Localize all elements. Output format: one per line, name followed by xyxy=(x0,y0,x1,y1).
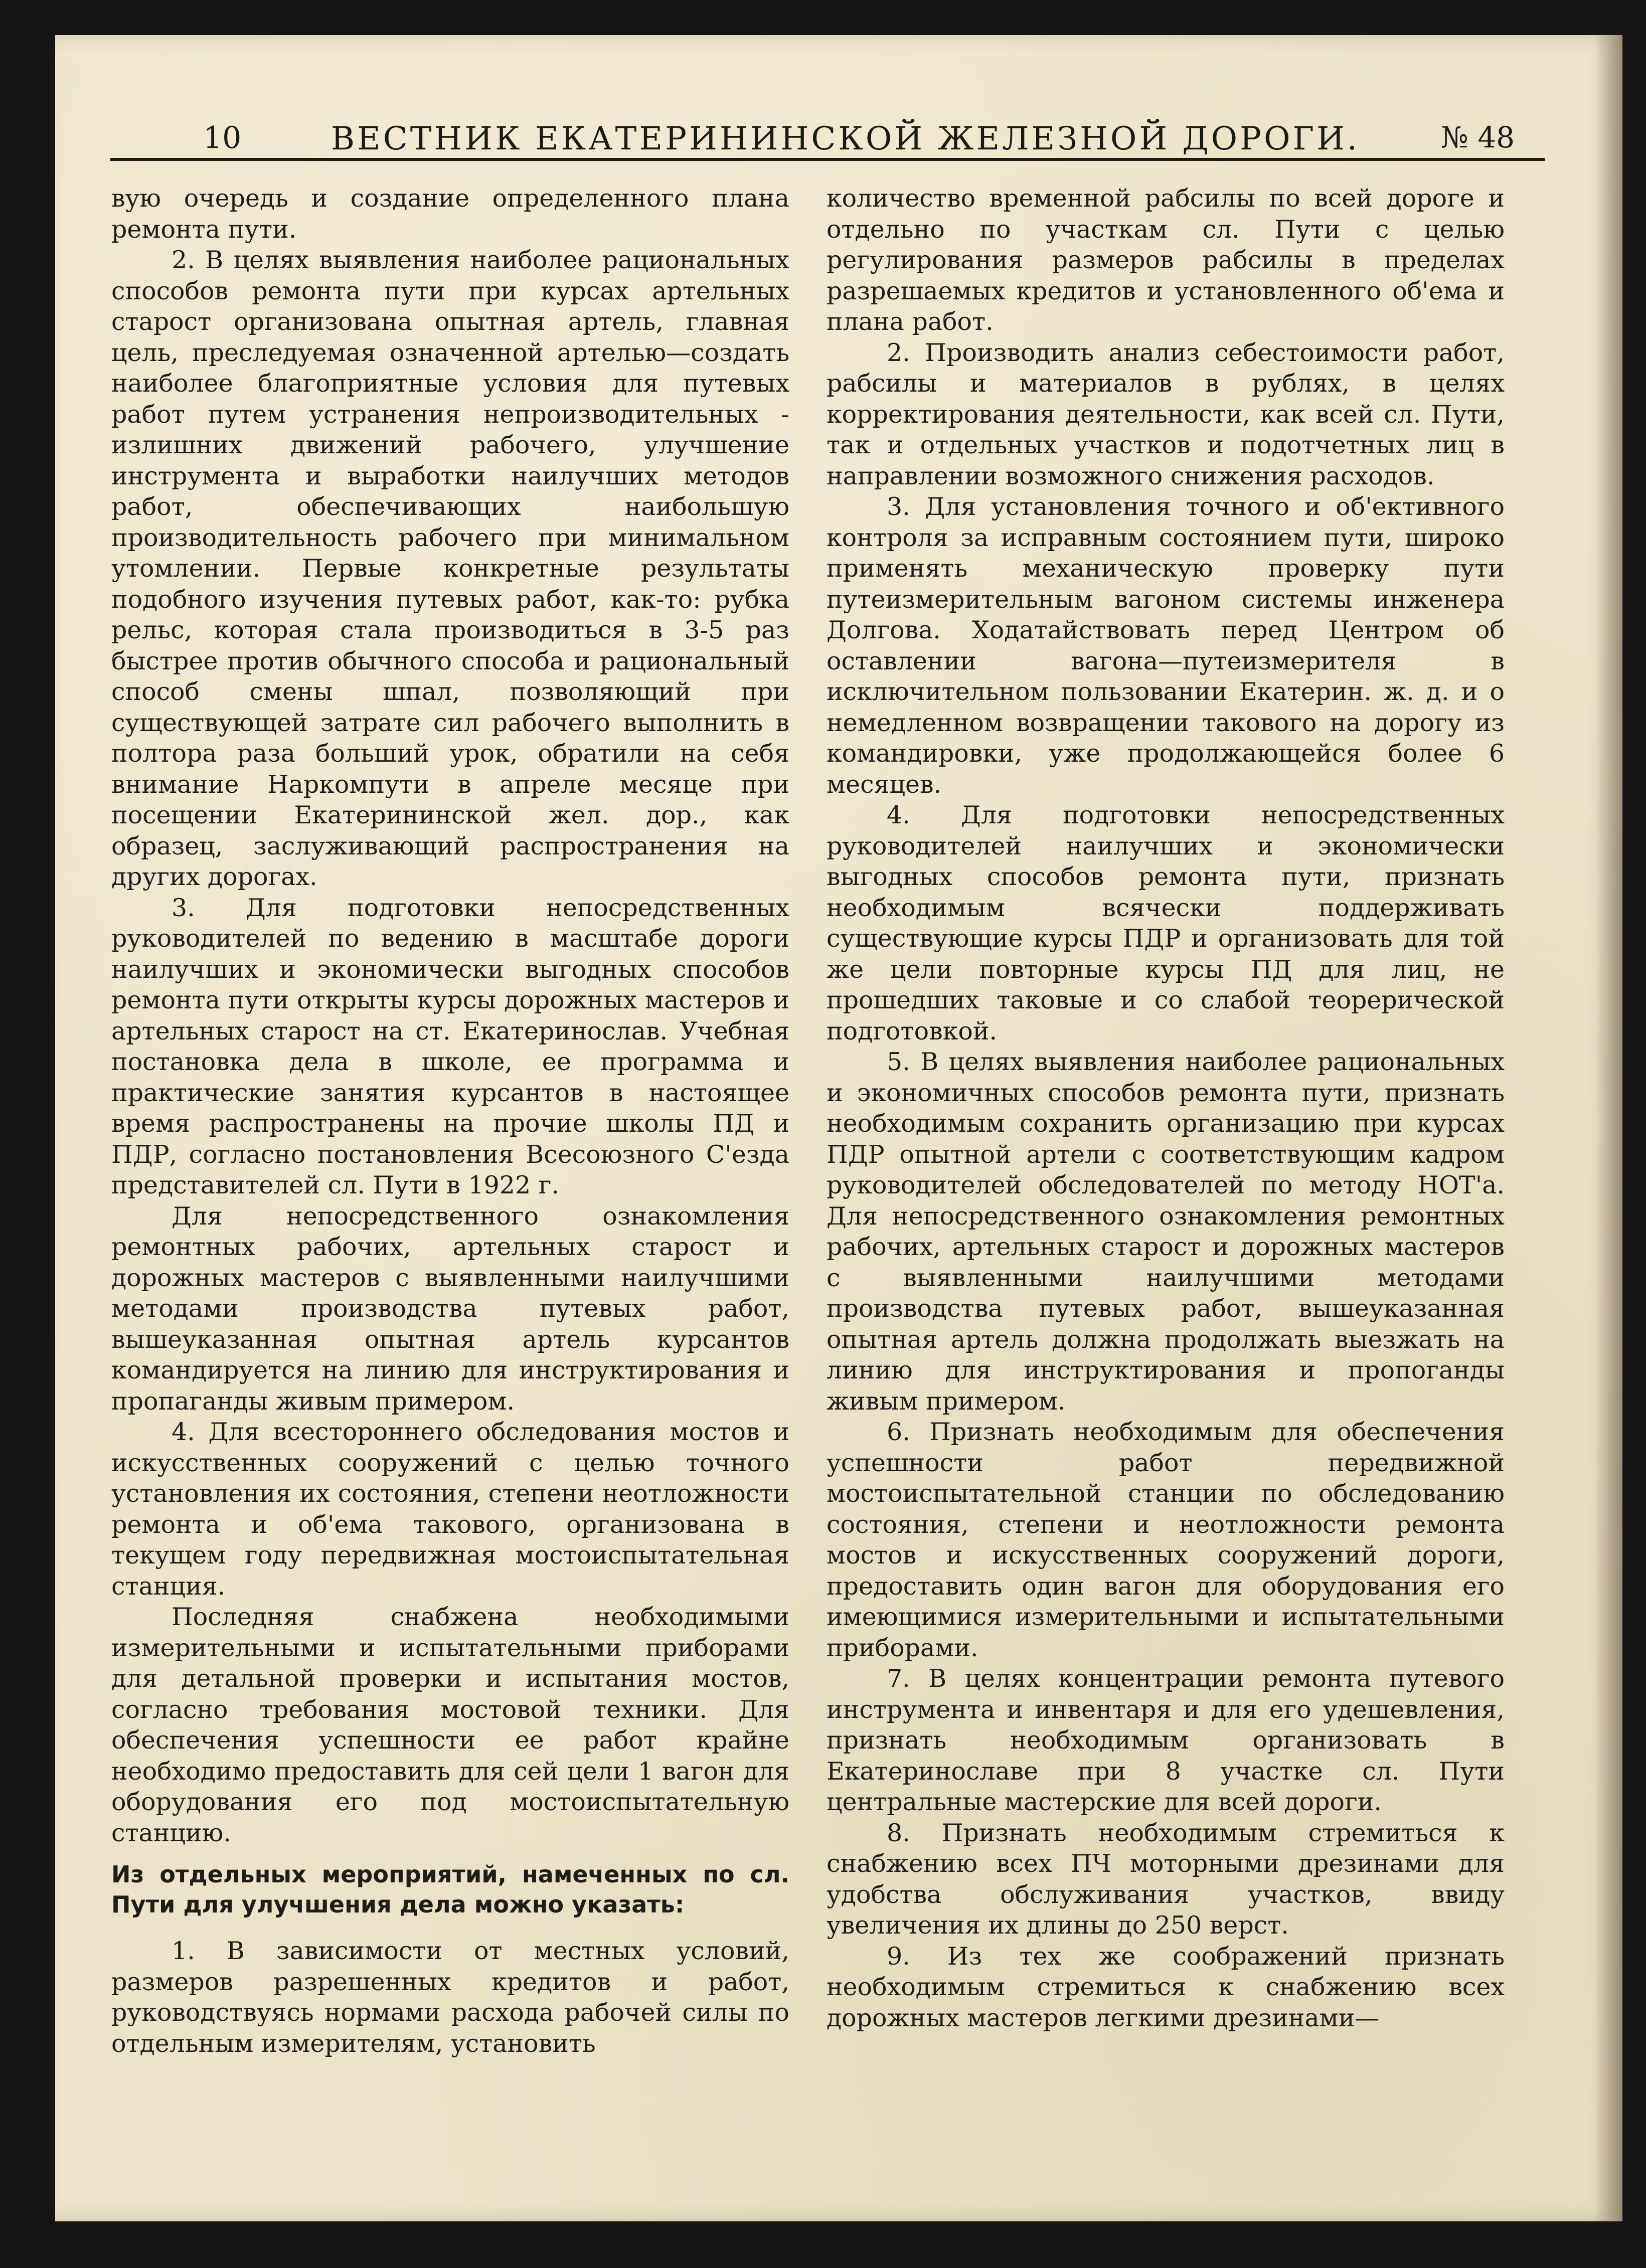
binding-shadow xyxy=(1595,35,1622,2221)
paragraph: количество временной рабсилы по всей дороге и отдельно по участкам сл. Пути с целью регулирования размеров рабсилы в пределах разрешаемых кредитов и установленного об'ема и плана работ. xyxy=(827,184,1505,336)
paragraph: 3. Для установления точного и об'ективного контроля за исправным состоянием пути, широко применять механическую проверку пути путеизмерительным вагоном системы инженера Долгова. Ходатайствовать перед Центром об оставлении вагона—путеизмерителя в исключительном пользовании Екатерин. ж. д. и о немедленном возвращении такового на дорогу из командировки, уже продолжающейся более 6 месяцев. xyxy=(827,492,1505,799)
paragraph: Для непосредственного ознакомления ремонтных рабочих, артельных старост и дорожных мастеров с выявленными наилучшими методами производства путевых работ, вышеуказанная опытная артель курсантов командируется на линию для инструктирования и пропаганды живым примером. xyxy=(111,1201,789,1416)
paragraph: вую очередь и создание определенного плана ремонта пути. xyxy=(111,184,789,244)
paragraph: 6. Признать необходимым для обеспечения успешности работ передвижной мостоиспытательной станции по обследованию состояния, степени и неотложности ремонта мостов и искусственных сооружений дороги, предоставить один вагон для оборудования его имеющимися измерительными и испытательными приборами. xyxy=(827,1418,1505,1662)
paragraph: Последняя снабжена необходимыми измерительными и испытательными приборами для детальной проверки и испытания мостов, согласно требования мостовой техники. Для обеспечения успешности ее работ крайне необходимо предоставить для сей цели 1 вагон для оборудования его под мостоиспытательную станцию. xyxy=(111,1603,789,1847)
right-column xyxy=(827,183,1505,2033)
paragraph: 5. В целях выявления наиболее рациональных и экономичных способов ремонта пути, признать необходимым сохранить организацию при курсах ПДР опытной артели с соответствующим кадром руководителей обследователей по методу НОТ'а. Для непосредственного ознакомления ремонтных рабочих, артельных старост и дорожных мастеров с выявленными наилучшими методами производства путевых работ, вышеуказанная опытная артель должна продолжать выезжать на линию для инструктирования и пропоганды живым примером. xyxy=(827,1048,1505,1416)
paragraph: 4. Для подготовки непосредственных руководителей наилучших и экономически выгодных способов ремонта пути, признать необходимым всячески поддерживать существующие курсы ПДР и организовать для той же цели повторные курсы ПД для лиц, не прошедших таковые и со слабой теорерической подготовкой. xyxy=(827,801,1505,1045)
paragraph: 4. Для всестороннего обследования мостов и искусственных сооружений с целью точного установления их состояния, степени неотложности ремонта и об'ема такового, организована в текущем году передвижная мостоиспытательная станция. xyxy=(111,1418,789,1601)
paragraph: 1. В зависимости от местных условий, размеров разрешенных кредитов и работ, руководствуясь нормами расхода рабочей силы по отдельным измерителям, установить xyxy=(111,1937,789,2058)
paragraph: 7. В целях концентрации ремонта путевого инструмента и инвентаря и для его удешевления, признать необходимым организовать в Екатеринославе при 8 участке сл. Пути центральные мастерские для всей дороги. xyxy=(827,1664,1505,1816)
page-number: 10 xyxy=(203,120,242,155)
paragraph: 3. Для подготовки непосредственных руководителей по ведению в масштабе дороги наилучших и экономически выгодных способов ремонта пути открыты курсы дорожных мастеров и артельных старост на ст. Екатеринослав. Учебная постановка дела в школе, ее программа и практические занятия курсантов в настоящее время распространены на прочие школы ПД и ПДР, согласно постановления Всесоюзного С'езда представителей сл. Пути в 1922 г. xyxy=(111,893,789,1199)
paragraph: 8. Признать необходимым стремиться к снабжению всех ПЧ моторными дрезинами для удобства обслуживания участков, ввиду увеличения их длины до 250 верст. xyxy=(827,1818,1505,1940)
paragraph: 2. Производить анализ себестоимости работ, рабсилы и материалов в рублях, в целях корректирования деятельности, как всей сл. Пути, так и отдельных участков и подотчетных лиц в направлении возможного снижения расходов. xyxy=(827,338,1505,490)
paragraph: 2. В целях выявления наиболее рациональных способов ремонта пути при курсах артельных старост организована опытная артель, главная цель, преследуемая означенной артелью—создать наиболее благоприятные условия для путевых работ путем устранения непроизводительных - излишних движений рабочего, улучшение инструмента и выработки наилучших методов работ, обеспечивающих наибольшую производительность рабочего при минимальном утомлении. Первые конкретные результаты подобного изучения путевых работ, как-то: рубка рельс, которая стала производиться в 3-5 раз быстрее против обычного способа и рациональный способ смены шпал, позволяющий при существующей затрате сил рабочего выполнить в полтора раза больший урок, обратили на себя внимание Наркомпути в апреле месяце при посещении Екатерининской жел. дор., как образец, заслуживающий распространения на других дорогах. xyxy=(111,246,789,891)
paragraph: 9. Из тех же соображений признать необходимым стремиться к снабжению всех дорожных мастеров легкими дрезинами— xyxy=(827,1942,1505,2032)
header-rule xyxy=(110,158,1545,161)
issue-number: № 48 xyxy=(1440,120,1515,154)
publication-title: ВЕСТНИК ЕКАТЕРИНИНСКОЙ ЖЕЛЕЗНОЙ ДОРОГИ. xyxy=(331,120,1360,157)
section-heading: Из отдельных мероприятий, намеченных по сл. Пути для улучшения дела можно указать: xyxy=(111,1861,789,1918)
left-column xyxy=(111,183,789,2059)
